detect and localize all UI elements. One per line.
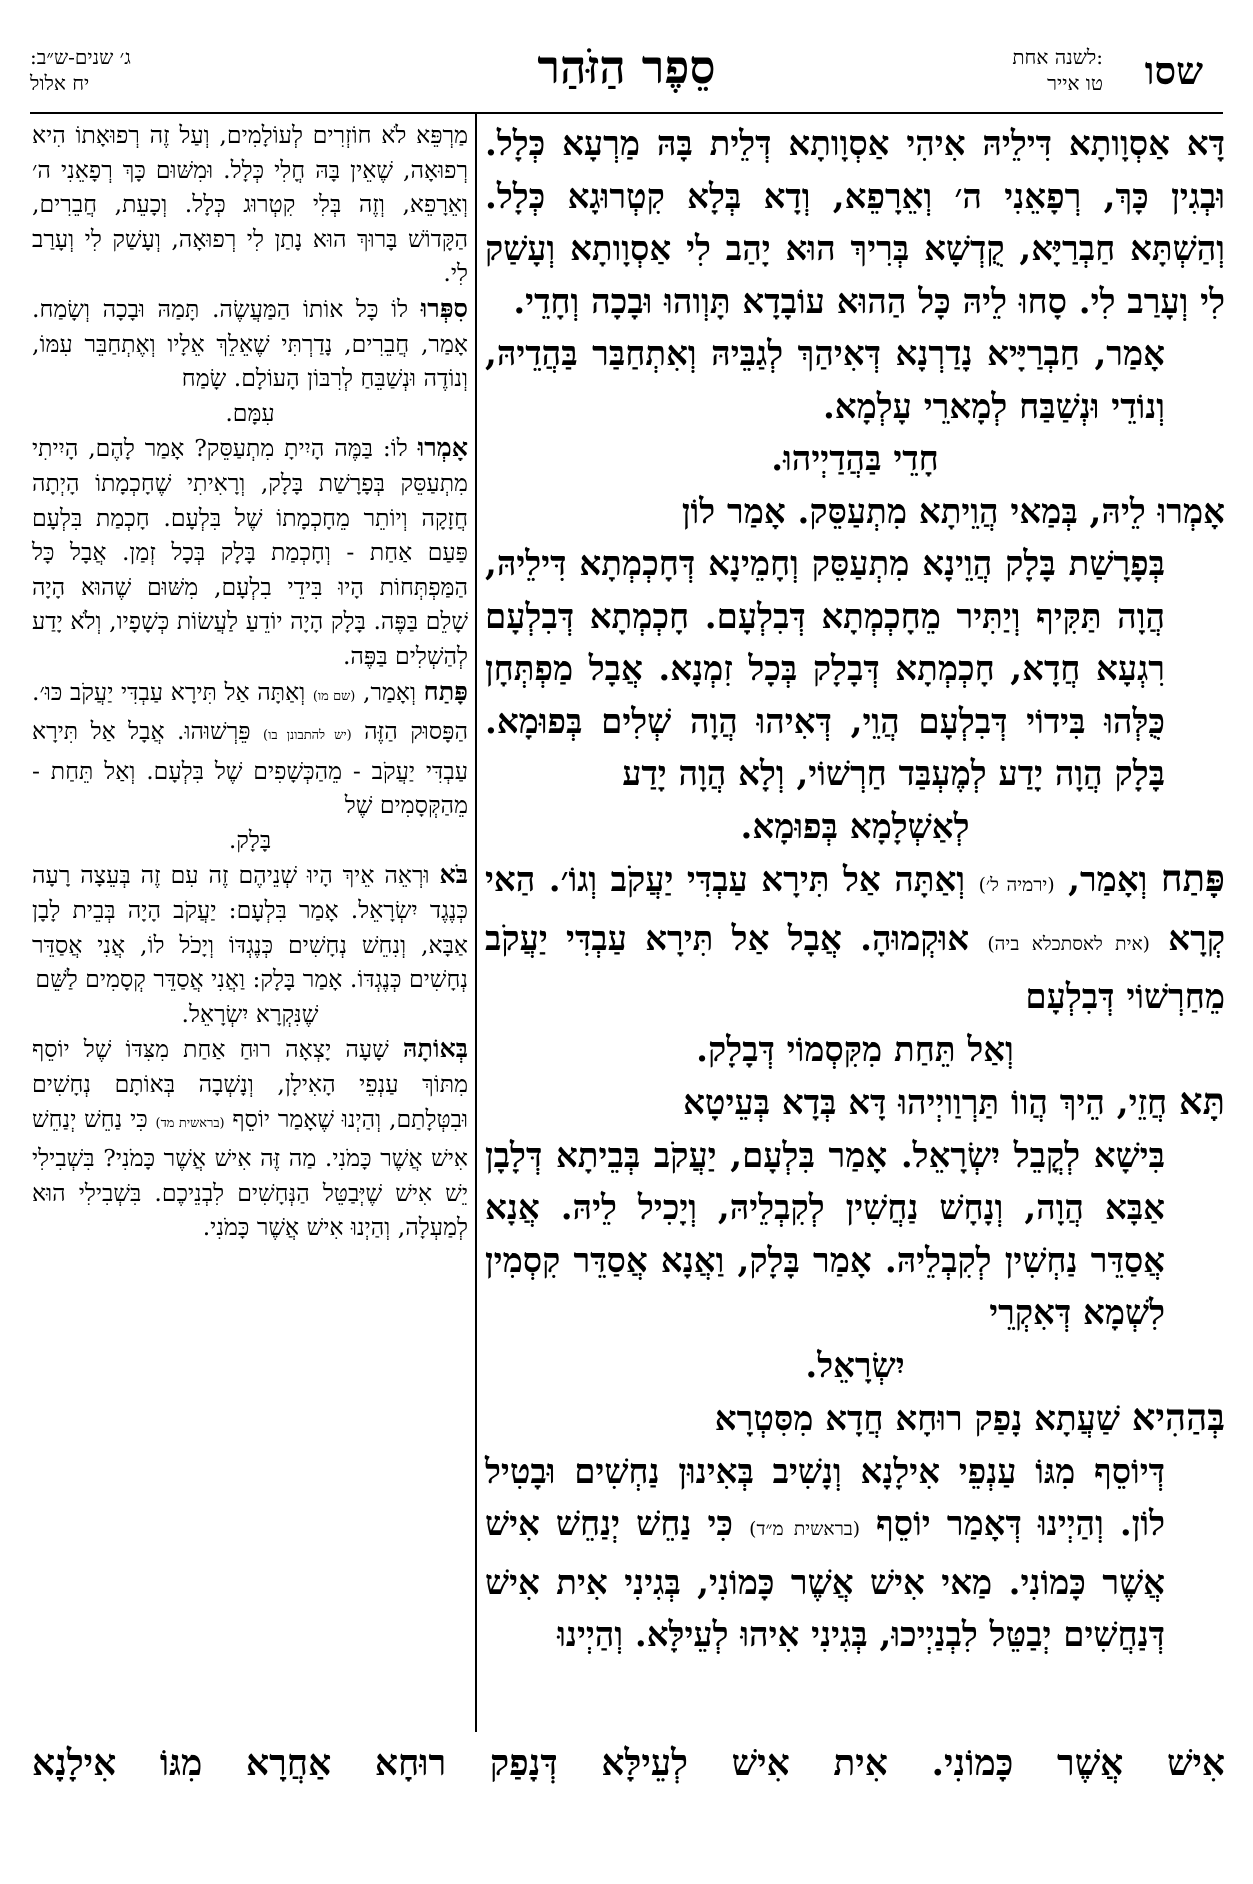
side-paragraph: עִמָּם. [225, 398, 275, 427]
lead-word: סִפְּרוּ [420, 292, 468, 323]
text-run: כִּי נַחֵשׁ יְנַחֵשׁ אִישׁ אֲשֶׁר כָּמוֹנִי. מַאי אִישׁ אֲשֶׁר כָּמוֹנִי, בְּגִינִי אִית אִישׁ דְּנַחֲשִׁים יְבַטֵּל לִבְנַיְיכוּ, בְּגִינִי אִיהוּ לְעֵילָּא. וְהַיְינוּ [485, 1504, 1165, 1655]
lead-word: בֹּא [439, 859, 468, 890]
text-run: וְאַתָּה אַל תִּירָא עַבְדִּי יַעֲקֹב כּוּ׳. הַפָּסוּק הַזֶּה [32, 677, 468, 746]
text-run: וּרְאֵה אֵיךְ הָיוּ שְׁנֵיהֶם זֶה עִם זֶה בְּעֵצָה רָעָה כְּנֶגֶד יִשְׂרָאֵל. אָמַר בִּלְעָם: יַעֲקֹב הָיָה בְּבֵית לָבָן אַבָּא, וְנִחֵשׁ נְחָשִׁים כְּנֶגְדּוֹ וְיָכֹל לוֹ, אֲנִי אֲסַדֵּר נְחָשִׁים כְּנֶגְדּוֹ. אָמַר בָּלָק: וַאֲנִי אֲסַדֵּר קְסָמִים לַשֵּׁם [32, 861, 468, 994]
text-run: חֲזֵי, הֵיךְ הֲווֹ תַּרְוַויְיהוּ דָּא בְּדָא בְּעֵיטָא [683, 1083, 1168, 1123]
main-paragraph: בִּישָׁא לְקֳבֵל יִשְׂרָאֵל. אָמַר בִּלְעָם, יַעֲקֹב בְּבֵיתָא דְּלָבָן אַבָּא הֲוָה, וְנָחָשׁ נַחֲשִׁין לְקִבְלֵיהּ, וְיָכִיל לֵיהּ. אֲנָא אֲסַדֵּר נַחְשִׁין לְקִבְלֵיהּ. אָמַר בָּלָק, וַאֲנָא אֲסַדֵּר קִסְמִין לִשְׁמָא דְּאִקְרֵי [485, 1135, 1165, 1333]
text-run: דְּיוֹסֵף מִגּוֹ עַנְפֵי אִילָנָא וְנָשִׁיב בְּאִינוּן נַחְשִׁים וּבָטִיל לוֹן. וְהַיְינוּ דְּאָמַר יוֹסֵף [485, 1451, 1165, 1544]
main-paragraph: בְּפָרָשַׁת בָּלָק הֲוֵינָא מִתְעַסֵּק וְחָמֵינָא דְּחָכְמְתָא דִּילֵיהּ, הֲוָה תַּקִּיף וְיַתִּיר מֵחָכְמְתָא דְּבִלְעָם. חָכְמְתָא דְּבִלְעָם רִגְעָא חֲדָא, חָכְמְתָא דְּבָלָק בְּכָל זִמְנָא. אֲבָל מַפְתְּחָן כֻּלְּהוּ בִּידוֹי דְּבִלְעָם הֲוֵי, דְּאִיהוּ הֲוָה שְׁלִים בְּפוּמָא. בָּלָק הֲוָה יָדַע לְמֶעְבַּד חַרְשׁוֹי, וְלָא הֲוָה יָדַע [485, 544, 1165, 794]
side-paragraph [32, 674, 468, 823]
header-left-line1: ג׳ שנים-ש״ב: [30, 45, 131, 69]
side-paragraph [32, 1031, 468, 1245]
text-run: וְאַתָּה אַל תִּירָא עַבְדִּי יַעֲקֹב וְגוֹ׳. הַאי קְרָא [485, 860, 1226, 959]
header-right-line1: לשנה אחת: [1012, 45, 1103, 69]
text-run: כִּי נַחֵשׁ יְנַחֵשׁ אִישׁ אֲשֶׁר כָּמֹנִי. מַה זֶּה אִישׁ אֲשֶׁר כָּמֹנִי? בִּשְׁבִילִי יֵשׁ אִישׁ שֶׁיְּבַטֵּל הַנְּחָשִׁים לִבְנֵיכֶם. בִּשְׁבִילִי הוּא לְמַעְלָה, וְהַיְנוּ אִישׁ אֲשֶׁר כָּמֹנִי. [32, 1104, 468, 1242]
source-reference: (שם מו) [312, 688, 356, 704]
column-divider [475, 112, 477, 1732]
side-paragraph [32, 857, 468, 996]
side-paragraph [32, 291, 468, 396]
main-paragraph [485, 1446, 1225, 1662]
page-title: סֵפֶר הַזֹּהַר [537, 40, 716, 94]
side-paragraph: מַרְפֵּא לֹא חוֹזְרִים לְעוֹלָמִים, וְעַל זֶה רְפוּאָתוֹ הִיא רְפוּאָה, שֶׁאֵין בָּהּ חֳלִי כְּלָל. וּמִשּׁוּם כָּךְ רְפָאֵנִי ה׳ וְאֵרָפֵא, וְזֶה בְּלִי קִטְרוּג כְּלָל. וְכָעֵת, חֲבֵרִים, הַקָּדוֹשׁ בָּרוּךְ הוּא נָתַן לִי רְפוּאָה, וְעָשַׁק לִי וְעָרַב לִי. [32, 121, 468, 288]
text-run: שַׁעֲתָא נָפַק רוּחָא חֲדָא מִסִּטְרָא [714, 1399, 1120, 1439]
side-paragraph: בָּלָק. [228, 825, 272, 854]
side-paragraph: שֶׁנִּקְרָא יִשְׂרָאֵל. [181, 999, 319, 1028]
header-left-line2: יח אלול [30, 71, 90, 95]
page-number: שסו [1144, 48, 1203, 93]
text-run: פֵּרְשׁוּהוּ. אֲבָל אַל תִּירָא עַבְדִּי יַעֲקֹב - מֵהַכְּשָׁפִים שֶׁל בִּלְעָם. וְאַל תֵּחַת - מֵהַקְּסָמִים שֶׁל [32, 717, 468, 820]
header-left-info [30, 44, 270, 104]
main-paragraph [485, 1392, 1225, 1446]
text-run: וְאָמַר, [362, 677, 417, 706]
source-reference: (יש להתבונן בו) [263, 728, 352, 744]
main-paragraph [485, 853, 1225, 1024]
main-paragraph: וְאַל תֵּחַת מִקִּסְמוֹי דְּבָלָק. [696, 1029, 1014, 1070]
lead-word: פָּתַח [423, 675, 468, 706]
text-run: לוֹ: בַּמֶּה הָיִיתָ מִתְעַסֵּק? אָמַר לָהֶם, הָיִיתִי מִתְעַסֵּק בְּפָרָשַׁת בָּלָק, וְרָאִיתִי שֶׁחָכְמָתוֹ הָיְתָה חֲזָקָה וְיוֹתֵר מֵחָכְמָתוֹ שֶׁל בִּלְעָם. חָכְמַת בִּלְעָם פַּעַם אַחַת - וְחָכְמַת בָּלָק בְּכָל זְמַן. אֲבָל כָּל הַמַּפְתְּחוֹת הָיוּ בִּידֵי בִלְעָם, מִשּׁוּם שֶׁהוּא הָיָה שָׁלֵם בַּפֶּה. בָּלָק הָיָה יוֹדֵעַ לַעֲשׂוֹת כְּשָׁפָיו, וְלֹא יָדַע לְהַשְׁלִים בַּפֶּה. [32, 434, 468, 670]
text-run: לוֹ כָּל אוֹתוֹ הַמַּעֲשֶׂה. תָּמַהּ וּבָכָה וְשָׂמַח. אָמַר, חֲבֵרִים, נָדַרְתִּי שֶׁאֵלֵךְ אֵלָיו וְאֶתְחַבֵּר עִמּוֹ, וְנוֹדֶה וּנְשַׁבֵּחַ לְרִבּוֹן הָעוֹלָם. שָׂמַח [32, 294, 468, 393]
text-run: וְאָמַר, [1068, 860, 1148, 900]
main-paragraph: לְאַשְׁלָמָא בְּפוּמָא. [740, 806, 970, 847]
text-run: אוּקְמוּהָ. אֲבָל אַל תִּירָא עַבְדִּי יַעֲקֹב מֵחַרְשׁוֹי דְּבִלְעָם [485, 918, 1225, 1017]
lead-word: בְּהַהִיא [1131, 1396, 1225, 1439]
text-run: שָׁעָה יָצְאָה רוּחַ אַחַת מִצִּדּוֹ שֶׁל יוֹסֵף מִתּוֹךְ עַנְפֵי הָאִילָן, וְנָשְׁבָה בְּאוֹתָם נְחָשִׁים וּבִטְּלָתַם, וְהַיְנוּ שֶׁאָמַר יוֹסֵף [32, 1035, 468, 1133]
main-paragraph: דָּא אַסְוָותָא דִּילֵיהּ אִיהִי אַסְוָותָא דְּלֵית בָּהּ מַרְעָא כְּלָל. וּבְגִין כָּךְ, רְפָאֵנִי ה׳ וְאֵרָפֵא, וְדָא בְּלָא קִטְרוּגָא כְּלָל. וְהַשְׁתָּא חַבְרַיָּא, קֻדְשָׁא בְּרִיךְ הוּא יָהַב לִי אַסְוָותָא וְעָשַׁק לִי וְעָרַב לִי. סָחוּ לֵיהּ כָּל הַהוּא עוֹבָדָא תָּוְוהוּ וּבָכָה וְחָדֵי. [485, 124, 1225, 322]
lead-word: פָּתַח [1160, 857, 1225, 900]
lead-word: אָמְרוּ [417, 432, 468, 463]
source-reference: (אית לאסתכלא ביה) [987, 933, 1150, 955]
side-column-hebrew [32, 118, 468, 1245]
main-paragraph: חָדֵי בַּהֲדַיְיהוּ. [771, 439, 939, 479]
main-paragraph: אָמְרוּ לֵיהּ, בְּמַאי הֲוֵיתָא מִתְעַסֵּק. אָמַר לוֹן [681, 491, 1225, 532]
main-paragraph [485, 1076, 1225, 1130]
side-paragraph [32, 430, 468, 673]
main-paragraph: יִשְׂרָאֵל. [805, 1345, 905, 1386]
source-reference: (ירמיה ל׳) [978, 875, 1055, 896]
main-paragraph: אָמַר, חַבְרַיָּיא נָדַרְנָא דְּאִיהַךְ לְגַבֵּיהּ וְאִתְחַבַּר בַּהֲדֵיהּ, וְנוֹדֵי וּנְשַׁבַּח לְמָארֵי עָלְמָא. [485, 334, 1165, 427]
header-rule [30, 112, 1223, 114]
header-right-line2: טו אייר [1047, 71, 1103, 95]
source-reference: (בראשית מ״ד) [749, 1519, 861, 1540]
source-reference: (בראשית מד) [155, 1115, 225, 1131]
bottom-line: אִישׁ אֲשֶׁר כָּמוֹנִי. אִית אִישׁ לְעֵילָּא דְּנָפַק רוּחָא אַחֲרָא מִגּוֹ אִילָנָא [32, 1742, 1225, 1784]
lead-word: בְּאוֹתָהּ [402, 1033, 468, 1064]
main-column-aramaic [485, 118, 1225, 1662]
lead-word: תָּא [1179, 1080, 1225, 1123]
